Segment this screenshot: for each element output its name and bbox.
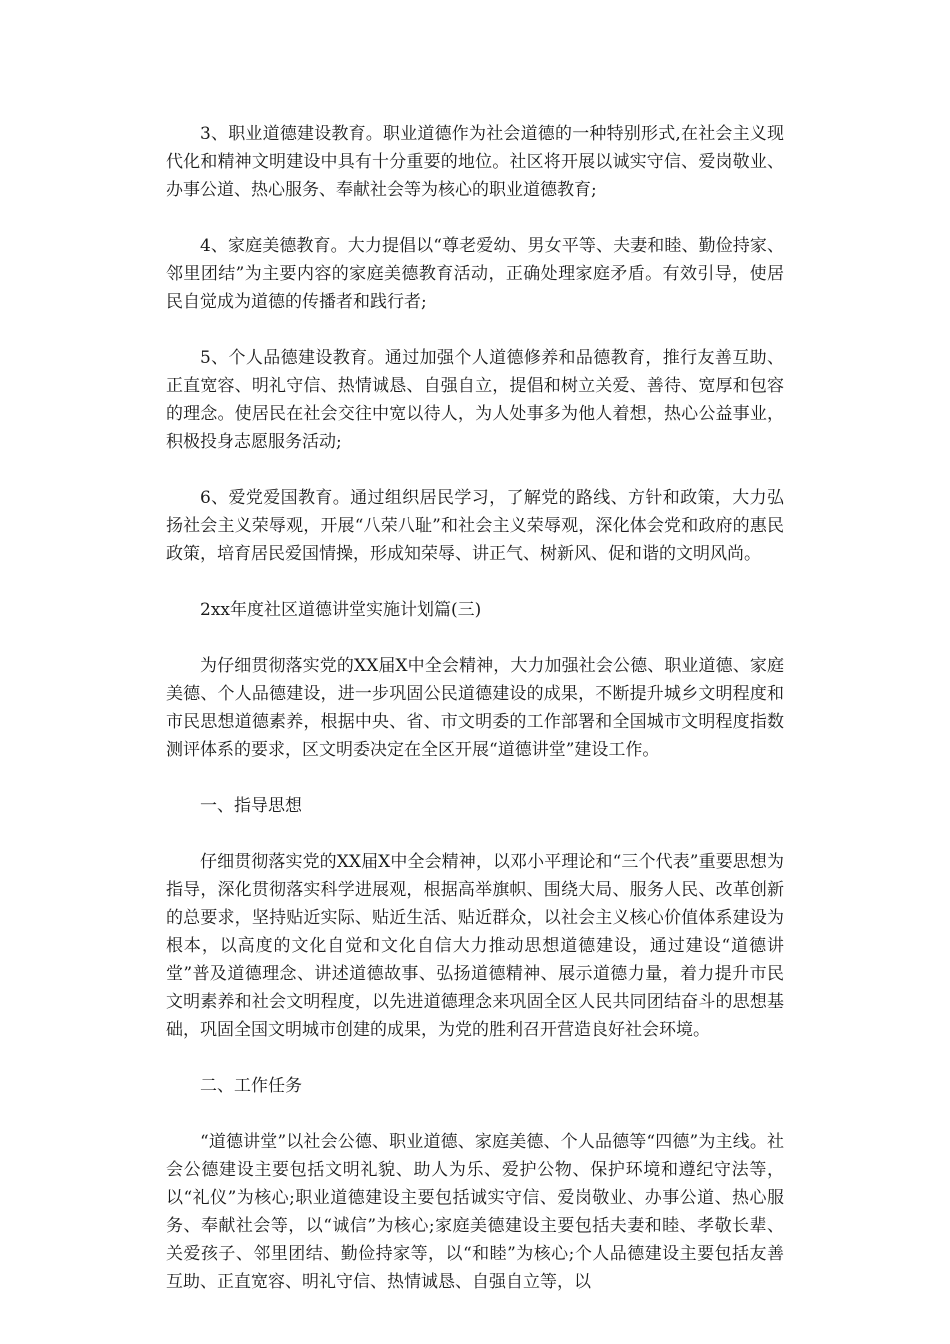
- paragraph-family-virtues: 4、家庭美德教育。大力提倡以“尊老爱幼、男女平等、夫妻和睦、勤俭持家、邻里团结”为主要内容的家庭美德教育活动，正确处理家庭矛盾。有效引导，使居民自觉成为道德的传播者和践行者;: [166, 236, 784, 312]
- paragraph-patriotism: 6、爱党爱国教育。通过组织居民学习，了解党的路线、方针和政策，大力弘扬社会主义荣辱观，开展“八荣八耻”和社会主义荣辱观，深化体会党和政府的惠民政策，培育居民爱国情操，形成知荣辱、讲正气、树新风、促和谐的文明风尚。: [166, 488, 784, 564]
- heading-work-tasks: 二、工作任务: [200, 1076, 302, 1096]
- paragraph-introduction: 为仔细贯彻落实党的XX届X中全会精神，大力加强社会公德、职业道德、家庭美德、个人品德建设，进一步巩固公民道德建设的成果，不断提升城乡文明程度和市民思想道德素养，根据中央、省、市文明委的工作部署和全国城市文明程度指数测评体系的要求，区文明委决定在全区开展“道德讲堂”建设工作。: [166, 656, 784, 760]
- paragraph-work-tasks: “道德讲堂”以社会公德、职业道德、家庭美德、个人品德等“四德”为主线。社会公德建设主要包括文明礼貌、助人为乐、爱护公物、保护环境和遵纪守法等，以“礼仪”为核心;职业道德建设主要包括诚实守信、爱岗敬业、办事公道、热心服务、奉献社会等，以“诚信”为核心;家庭美德建设主要包括夫妻和睦、孝敬长辈、关爱孩子、邻里团结、勤俭持家等，以“和睦”为核心;个人品德建设主要包括友善互助、正直宽容、明礼守信、热情诚恳、自强自立等，以: [166, 1132, 784, 1292]
- paragraph-personal-morality: 5、个人品德建设教育。通过加强个人道德修养和品德教育，推行友善互助、正直宽容、明礼守信、热情诚恳、自强自立，提倡和树立关爱、善待、宽厚和包容的理念。使居民在社会交往中宽以待人，为人处事多为他人着想，热心公益事业，积极投身志愿服务活动;: [166, 348, 784, 452]
- heading-guiding-ideology: 一、指导思想: [200, 796, 302, 816]
- document-body: [166, 120, 784, 1324]
- section-title-plan-part-three: 2xx年度社区道德讲堂实施计划篇(三): [200, 600, 482, 620]
- paragraph-guiding-ideology: 仔细贯彻落实党的XX届X中全会精神，以邓小平理论和“三个代表”重要思想为指导，深化贯彻落实科学进展观，根据高举旗帜、围绕大局、服务人民、改革创新的总要求，坚持贴近实际、贴近生活、贴近群众，以社会主义核心价值体系建设为根本，以高度的文化自觉和文化自信大力推动思想道德建设，通过建设“道德讲堂”普及道德理念、讲述道德故事、弘扬道德精神、展示道德力量，着力提升市民文明素养和社会文明程度，以先进道德理念来巩固全区人民共同团结奋斗的思想基础，巩固全国文明城市创建的成果，为党的胜利召开营造良好社会环境。: [166, 852, 784, 1040]
- paragraph-professional-ethics: 3、职业道德建设教育。职业道德作为社会道德的一种特别形式,在社会主义现代化和精神文明建设中具有十分重要的地位。社区将开展以诚实守信、爱岗敬业、办事公道、热心服务、奉献社会等为核心的职业道德教育;: [166, 124, 784, 200]
